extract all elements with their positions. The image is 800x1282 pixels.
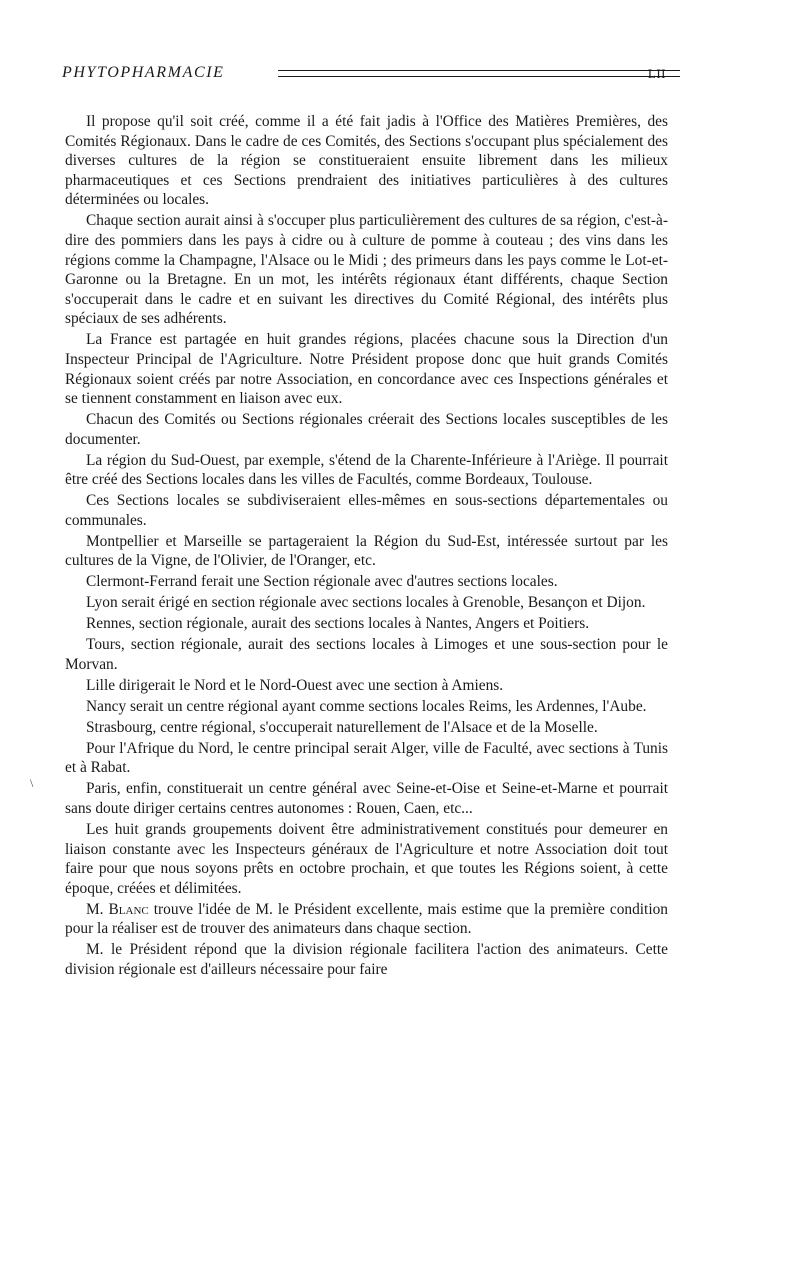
paragraph: Strasbourg, centre régional, s'occuperait naturellement de l'Alsace et de la Moselle. — [86, 718, 598, 736]
paragraph: Nancy serait un centre régional ayant comme sections locales Reims, les Ardennes, l'Aube. — [86, 697, 647, 715]
running-title: PHYTOPHARMACIE — [62, 64, 225, 81]
paragraph-president: M. le Président répond que la division régionale facilitera l'action des animateurs. Cette division régionale est d'ailleurs nécessaire pour faire — [65, 941, 668, 978]
paragraph: La France est partagée en huit grandes régions, placées chacune sous la Direction d'un Inspecteur Principal de l'Agriculture. Notre Président propose donc que huit grands Comités Régionaux soient créés par notre Association, en concordance avec ces Inspections générales et se tiennent constamment en liaison avec eux. — [65, 331, 668, 408]
paragraph-blanc — [65, 900, 668, 939]
running-header — [62, 62, 666, 90]
paragraph: Les huit grands groupements doivent être administrativement constitués pour demeurer en liaison constante avec les Inspecteurs généraux de l'Agriculture et notre Association doit tout faire pour que nous soyons prêts en octobre prochain, et que toutes les Régions soient, à cette époque, créées et délimitées. — [65, 821, 668, 897]
paragraph: Montpellier et Marseille se partageraient la Région du Sud-Est, intéressée surtout par les cultures de la Vigne, de l'Olivier, de l'Oranger, etc. — [65, 532, 668, 570]
page-number: LII — [647, 66, 666, 81]
paragraph: Clermont-Ferrand ferait une Section régionale avec d'autres sections locales. — [86, 573, 558, 591]
margin-mark: \ — [30, 776, 34, 790]
paragraph: Chaque section aurait ainsi à s'occuper plus particulièrement des cultures de sa région, c'est-à-dire des pommiers dans les pays à cidre ou à culture de pomme à couteau ; des vins dans les régions comme la Champagne, l'Alsace ou le Midi ; des primeurs dans les pays comme le Lot-et-Garonne ou la Bretagne. En un mot, les intérêts régionaux étant différents, chaque Section s'occuperait dans le cadre et en suivant les directives du Comité Régional, des intérêts plus spéciaux de ses adhérents. — [65, 212, 668, 328]
speaker-text: trouve l'idée de M. le Président excellente, mais estime que la première condition pour la réaliser est de trouver des animateurs dans chaque section. — [65, 900, 668, 938]
paragraph: Rennes, section régionale, aurait des sections locales à Nantes, Angers et Poitiers. — [86, 615, 590, 633]
header-double-rule — [278, 70, 680, 77]
paragraph: La région du Sud-Ouest, par exemple, s'étend de la Charente-Inférieure à l'Ariège. Il pourrait être créé des Sections locales dans les villes de Facultés, comme Bordeaux, Toulouse. — [65, 451, 668, 489]
paragraph: Chacun des Comités ou Sections régionales créerait des Sections locales susceptibles de les documenter. — [65, 411, 668, 448]
body-text — [65, 112, 668, 981]
paragraph: Paris, enfin, constituerait un centre général avec Seine-et-Oise et Seine-et-Marne et pourrait sans doute diriger certains centres autonomes : Rouen, Caen, etc... — [65, 780, 668, 818]
paragraph: Lille dirigerait le Nord et le Nord-Ouest avec une section à Amiens. — [86, 676, 504, 694]
paragraph: Tours, section régionale, aurait des sections locales à Limoges et une sous-section pour le Morvan. — [65, 636, 668, 673]
paragraph: Lyon serait érigé en section régionale avec sections locales à Grenoble, Besançon et Dijon. — [86, 594, 646, 612]
paragraph: Il propose qu'il soit créé, comme il a été fait jadis à l'Office des Matières Premières, des Comités Régionaux. Dans le cadre de ces Comités, des Sections s'occupant plus spécialement des diverses cultures de la région se constitueraient ensuite librement dans les milieux pharmaceutiques et ces Sections prendraient des initiatives particulières à des cultures déterminées ou locales. — [65, 113, 668, 209]
paragraph: Pour l'Afrique du Nord, le centre principal serait Alger, ville de Faculté, avec sections à Tunis et à Rabat. — [65, 739, 668, 777]
speaker-name: M. Blanc — [86, 900, 149, 918]
paragraph: Ces Sections locales se subdiviseraient elles-mêmes en sous-sections départementales ou communales. — [65, 492, 668, 529]
